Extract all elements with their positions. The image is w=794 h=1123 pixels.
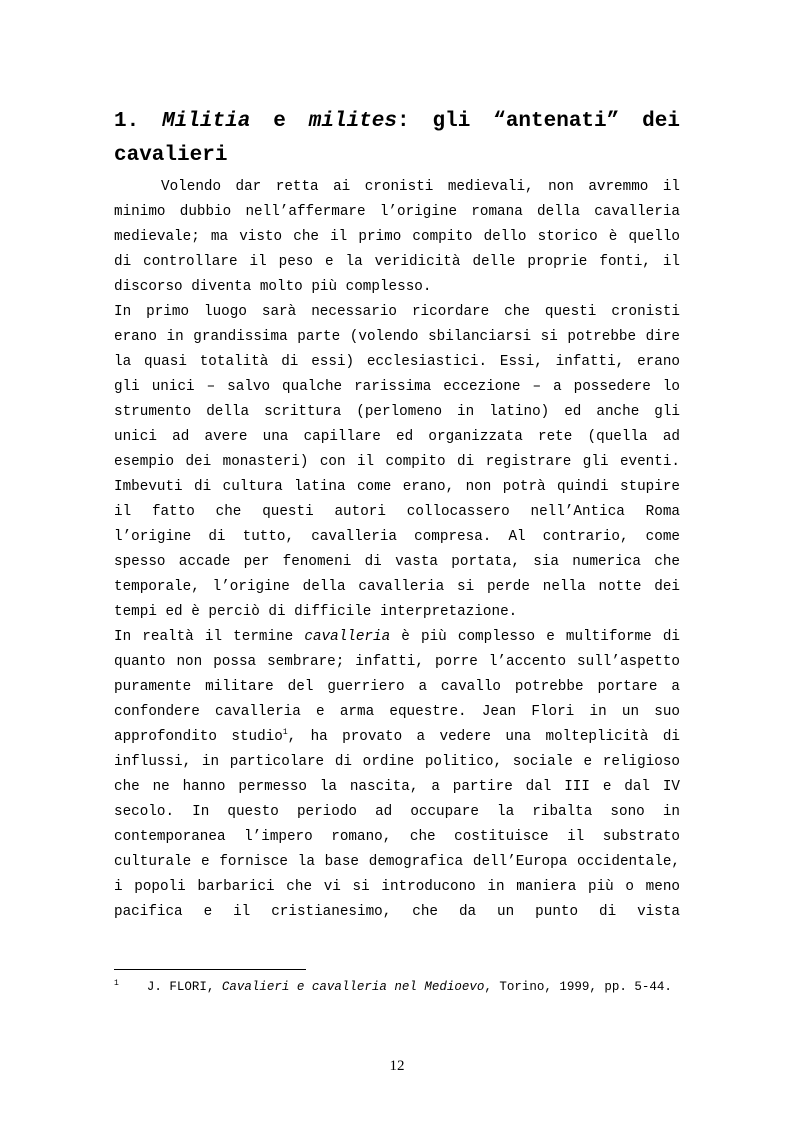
paragraph-1: Volendo dar retta ai cronisti medievali, non avremmo il minimo dubbio nell’affermare l’origine romana della cavalleria medievale; ma visto che il primo compito dello storico è quello di controllare il peso e la veridicità delle proprie fonti, il discorso diventa molto più complesso. (114, 179, 680, 295)
heading-number: 1. (114, 110, 140, 133)
heading-militia: Militia (162, 110, 251, 133)
paragraph-3: In realtà il termine cavalleria è più complesso e multiforme di quanto non possa sembrare; infatti, porre l’accento sull’aspetto puramente militare del guerriero a cavallo potrebbe portare a confondere cavalleria e arma equestre. Jean Flori in un suo approfondito studio$^1$, ha provato a vedere una molteplicità di influssi, in particolare di ordine politico, sociale e religioso che ne hanno permesso la nascita, a partire dal III e dal IV secolo. In questo periodo ad occupare la ribalta sono in contemporanea l’impero romano, che costituisce il substrato culturale e fornisce la base demografica dell’Europa occidentale, i popoli barbarici che vi si introducono in maniera più o meno pacifica e il cristianesimo, che da un punto di vista (114, 629, 681, 920)
footnote-ref[interactable]: 1 (282, 728, 288, 738)
heading-antenati: “antenati” (493, 110, 620, 133)
page-body (114, 105, 680, 925)
footnote-author: J. FLORI, (146, 980, 222, 994)
heading-gli: gli (432, 110, 471, 133)
footnote-number: 1 (114, 978, 119, 988)
chapter-heading (114, 105, 680, 173)
paragraph-2: In primo luogo sarà necessario ricordare che questi cronisti erano in grandissima parte (volendo sbilanciarsi si potrebbe dire la quasi totalità di essi) ecclesiastici. Essi, infatti, erano gli unici – salvo qualche rarissima eccezione – a possedere lo strumento della scrittura (perlomeno in latino) ed anche gli unici ad avere una capillare ed organizzata rete (quella ad esempio dei monasteri) con il compito di registrare gli eventi. Imbevuti di cultura latina come erano, non potrà quindi stupire il fatto che questi autori collocassero nell’Antica Roma l’origine di tutto, cavalleria compresa. Al contrario, come spesso accade per fenomeni di vasta portata, sia numerica che temporale, l’origine della cavalleria si perde nella notte dei tempi ed è perciò di difficile interpretazione. (114, 304, 680, 620)
heading-line-2: cavalieri (114, 144, 228, 167)
heading-conj: e (273, 110, 286, 133)
heading-line-1 (114, 105, 680, 139)
page-number: 12 (389, 1058, 405, 1074)
heading-dei: dei (642, 110, 680, 133)
footnote-title: Cavalieri e cavalleria nel Medioevo (221, 980, 485, 994)
footnote-separator (114, 969, 306, 970)
footnote-rest: , Torino, 1999, pp. 5-44. (484, 980, 672, 994)
emphasis-cavalleria: cavalleria (304, 629, 391, 645)
footnote (114, 978, 680, 996)
heading-milites: milites: (308, 110, 410, 133)
body-text (114, 175, 680, 925)
